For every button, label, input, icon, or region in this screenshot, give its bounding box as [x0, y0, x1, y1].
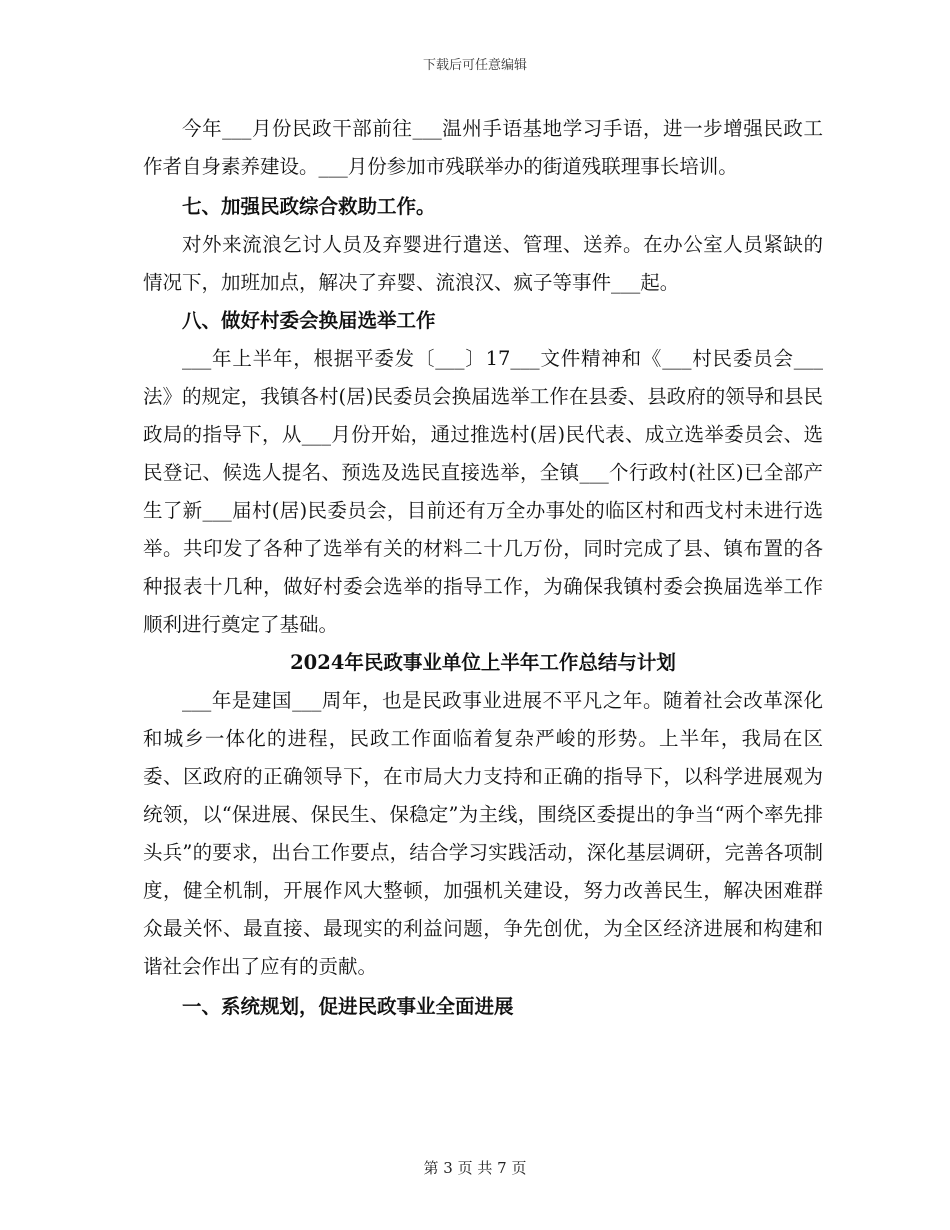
page-header: 下载后可任意编辑	[422, 58, 527, 73]
paragraph-sign-language-training: 今年___月份民政干部前往___温州手语基地学习手语，进一步增强民政工作者自身素养建设。___月份参加市残联举办的街道残联理事长培训。	[143, 117, 823, 178]
document-title: 2024年民政事业单位上半年工作总结与计划	[290, 651, 676, 674]
paragraph-village-election: ___年上半年，根据平委发〔___〕17___文件精神和《___村民委员会___法》的规定，我镇各村(居)民委员会换届选举工作在县委、县政府的领导和县民政局的指导下，从___月份开始，通过推选村(居)民代表、成立选举委员会、选民登记、候选人提名、预选及选民直接选举，全镇___个行政村(社区)已全部产生了新___届村(居)民委员会，目前还有万全办事处的临区村和西戈村未进行选举。共印发了各种了选举有关的材料二十几万份，同时完成了县、镇布置的各种报表十几种，做好村委会选举的指导工作，为确保我镇村委会换届选举工作顺利进行奠定了基础。	[143, 347, 823, 636]
page-footer: 第 3 页 共 7 页	[423, 1159, 527, 1177]
section-heading-one: 一、系统规划，促进民政事业全面进展	[182, 995, 514, 1018]
section-heading-eight: 八、做好村委会换届选举工作	[182, 309, 436, 332]
section-heading-seven: 七、加强民政综合救助工作。	[182, 195, 436, 218]
paragraph-relief-work: 对外来流浪乞讨人员及弃婴进行遣送、管理、送养。在办公室人员紧缺的情况下，加班加点，解决了弃婴、流浪汉、疯子等事件___起。	[143, 233, 823, 294]
paragraph-intro-summary: ___年是建国___周年，也是民政事业进展不平凡之年。随着社会改革深化和城乡一体化的进程，民政工作面临着复杂严峻的形势。上半年，我局在区委、区政府的正确领导下，在市局大力支持和正确的指导下，以科学进展观为统领，以“保进展、保民生、保稳定”为主线，围绕区委提出的争当“两个率先排头兵”的要求，出台工作要点，结合学习实践活动，深化基层调研，完善各项制度，健全机制，开展作风大整顿，加强机关建设，努力改善民生，解决困难群众最关怀、最直接、最现实的利益问题，争先创优，为全区经济进展和构建和谐社会作出了应有的贡献。	[143, 689, 823, 978]
document-body	[143, 110, 823, 1026]
